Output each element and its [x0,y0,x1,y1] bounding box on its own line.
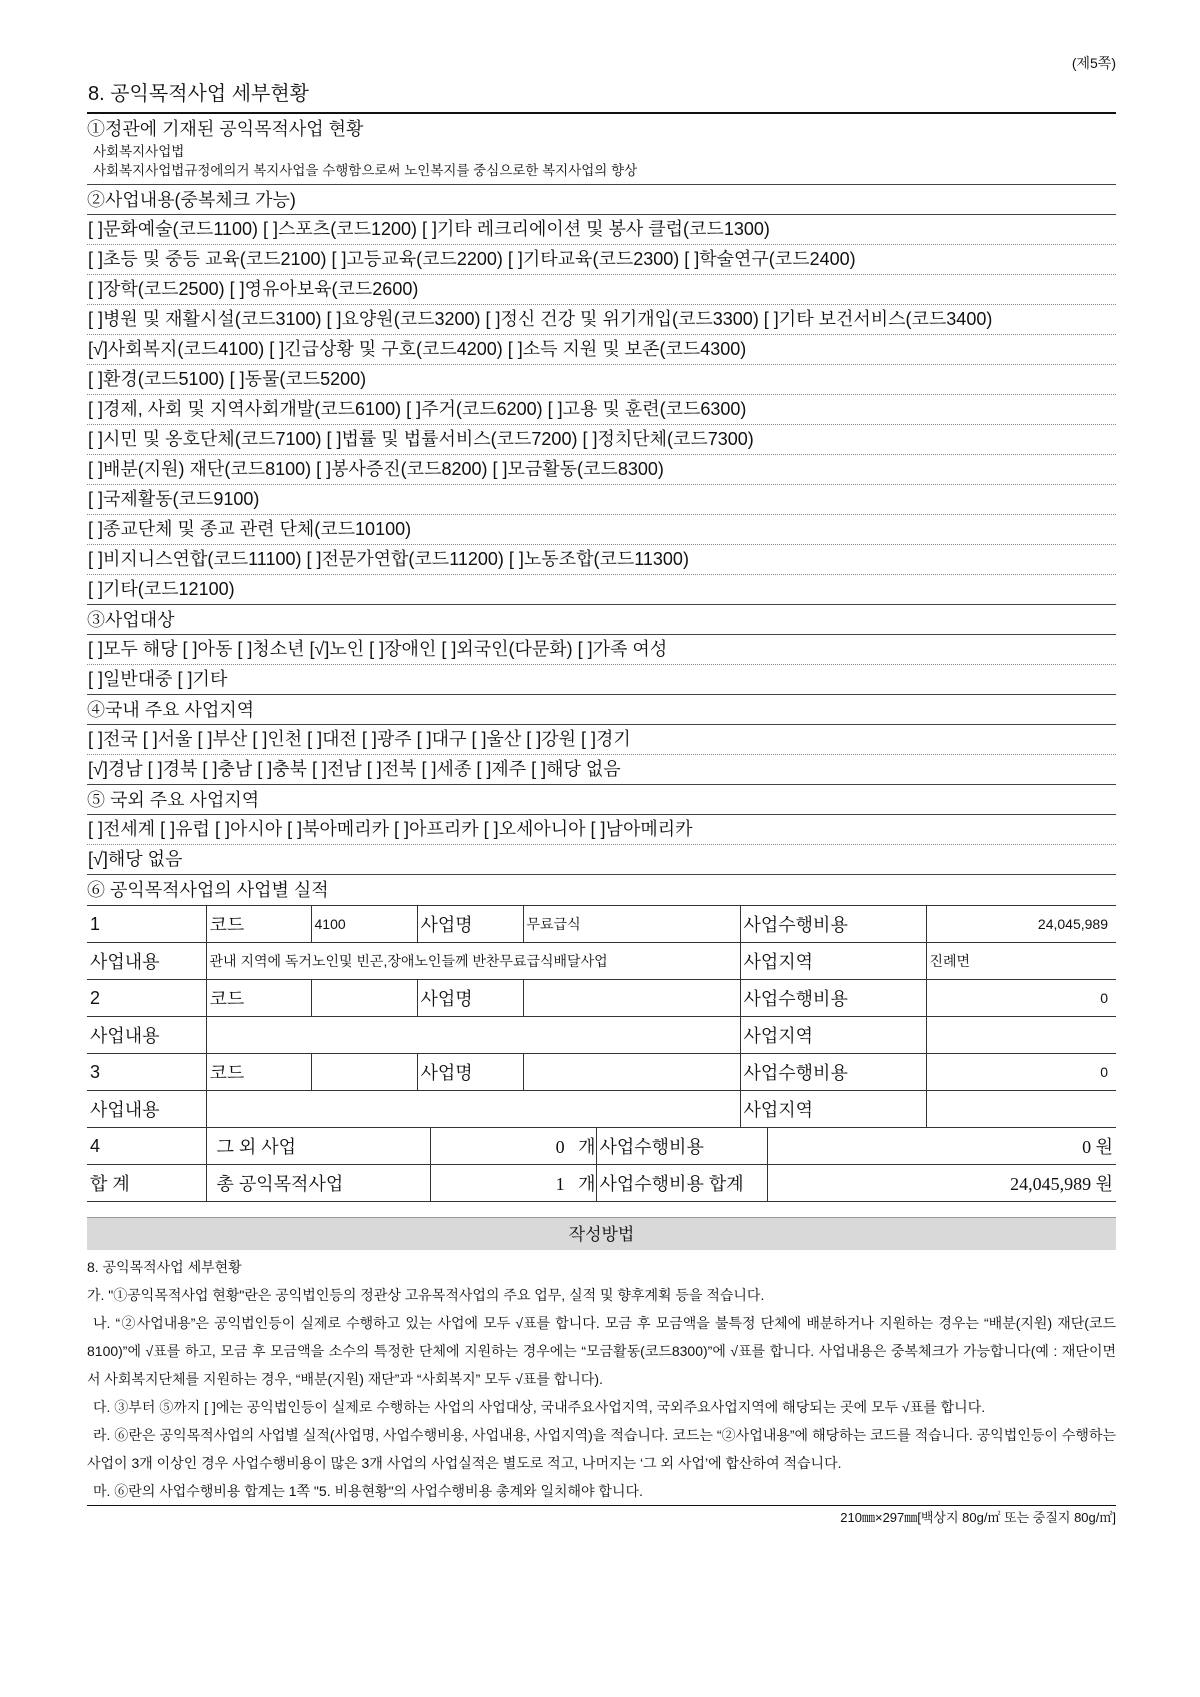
checkbox-row: [ ]시민 및 옹호단체(코드7100) [ ]법률 및 법률서비스(코드7200) [ ]정치단체(코드7300) [87,425,1116,455]
project-row [87,906,1116,943]
content-label: 사업내용 [87,1017,206,1054]
checkbox-row: [√]사회복지(코드4100) [ ]긴급상황 및 구호(코드4200) [ ]소득 지원 및 보존(코드4300) [87,335,1116,365]
content-label: 사업내용 [87,1091,206,1128]
name-label: 사업명 [417,980,523,1017]
domestic-region-heading: ④국내 주요 사업지역 [87,695,1116,725]
cost-label: 사업수행비용 [740,1054,926,1091]
other-label: 그 외 사업 [206,1128,430,1165]
checkbox-row: [ ]환경(코드5100) [ ]동물(코드5200) [87,365,1116,395]
checkbox-row: [ ]배분(지원) 재단(코드8100) [ ]봉사증진(코드8200) [ ]모금활동(코드8300) [87,455,1116,485]
code-label: 코드 [206,1054,311,1091]
checkbox-row: [ ]기타(코드12100) [87,575,1116,605]
name-value: 무료급식 [523,906,740,943]
content-value [206,1091,740,1128]
page-number: (제5쪽) [1071,55,1116,71]
instruction-item: 다. ③부터 ⑤까지 [ ]에는 공익법인등이 실제로 수행하는 사업의 사업대상, 국내주요사업지역, 국외주요사업지역에 해당되는 곳에 모두 √표를 합니다. [93,1399,986,1415]
code-value [311,1054,417,1091]
name-label: 사업명 [417,1054,523,1091]
articles-line: 사회복지사업법규정에의거 복지사업을 수행함으로써 노인복지를 중심으로한 복지사업의 향상 [93,163,638,178]
project-detail-row [87,1091,1116,1128]
target-section [87,605,1116,695]
other-cost: 0 [1082,1137,1092,1157]
project-row [87,1054,1116,1091]
checkbox-row: [ ]초등 및 중등 교육(코드2100) [ ]고등교육(코드2200) [ ]기타교육(코드2300) [ ]학술연구(코드2400) [87,245,1116,275]
checkbox-row: [ ]일반대중 [ ]기타 [87,665,1116,695]
other-count: 0 [555,1137,565,1157]
code-label: 코드 [206,980,311,1017]
total-cost-unit: 원 [1095,1174,1113,1194]
checkbox-row: [ ]전세계 [ ]유럽 [ ]아시아 [ ]북아메리카 [ ]아프리카 [ ]오세아니아 [ ]남아메리카 [87,815,1116,845]
code-value [311,980,417,1017]
checkbox-row: [√]해당 없음 [87,845,1116,875]
overseas-region-heading: ⑤ 국외 주요 사업지역 [87,785,1116,815]
region-label: 사업지역 [740,1017,926,1054]
form-page [87,52,1116,1530]
total-row [87,1165,1116,1202]
performance-section [87,875,1116,1202]
articles-line: 사회복지사업법 [93,144,185,159]
checkbox-row: [ ]문화예술(코드1100) [ ]스포츠(코드1200) [ ]기타 레크리에이션 및 봉사 클럽(코드1300) [87,215,1116,245]
region-value [926,1017,1116,1054]
instructions-body [87,1250,1116,1506]
total-desc: 총 공익목적사업 [206,1165,430,1202]
project-number: 3 [87,1054,206,1091]
target-heading: ③사업대상 [87,605,1116,635]
project-number: 1 [87,906,206,943]
business-content-heading: ②사업내용(중복체크 가능) [87,185,1116,215]
other-cost-unit: 원 [1095,1137,1113,1157]
checkbox-row: [ ]병원 및 재활시설(코드3100) [ ]요양원(코드3200) [ ]정신 건강 및 위기개입(코드3300) [ ]기타 보건서비스(코드3400) [87,305,1116,335]
name-value [523,980,740,1017]
region-value [926,1091,1116,1128]
content-label: 사업내용 [87,943,206,980]
performance-heading: ⑥ 공익목적사업의 사업별 실적 [87,880,329,900]
project-detail-row [87,1017,1116,1054]
cost-value: 0 [926,980,1116,1017]
checkbox-row: [ ]전국 [ ]서울 [ ]부산 [ ]인천 [ ]대전 [ ]광주 [ ]대구 [ ]울산 [ ]강원 [ ]경기 [87,725,1116,755]
checkbox-row: [ ]모두 해당 [ ]아동 [ ]청소년 [√]노인 [ ]장애인 [ ]외국인(다문화) [ ]가족 여성 [87,635,1116,665]
total-cost-label: 사업수행비용 합계 [596,1165,767,1202]
checkbox-row: [ ]국제활동(코드9100) [87,485,1116,515]
overseas-region-section [87,785,1116,875]
business-content-section [87,185,1116,605]
total-count: 1 [555,1174,565,1194]
checkbox-row: [ ]비지니스연합(코드11100) [ ]전문가연합(코드11200) [ ]노동조합(코드11300) [87,545,1116,575]
other-cost-label: 사업수행비용 [596,1128,767,1165]
other-number: 4 [87,1128,206,1165]
checkbox-row: [ ]경제, 사회 및 지역사회개발(코드6100) [ ]주거(코드6200) [ ]고용 및 훈련(코드6300) [87,395,1116,425]
instructions-heading: 작성방법 [87,1217,1116,1250]
checkbox-row: [ ]장학(코드2500) [ ]영유아보육(코드2600) [87,275,1116,305]
performance-summary-table [87,1127,1116,1202]
instructions-title: 8. 공익목적사업 세부현황 [87,1259,242,1275]
instruction-item: 나. “②사업내용”은 공익법인등이 실제로 수행하고 있는 사업에 모두 √표를 합니다. 모금 후 모금액을 불특정 단체에 배분하거나 지원하는 경우는 “배분(지원) 재단(코드8100)”에 √표를 하고, 모금 후 모금액을 소수의 특정한 단체에 지원하는 경우에는 “모금활동(코드8300)”에 √표를 합니다. 사업내용은 중복체크가 가능합니다(예 : 재단이면서 사회복지단체를 지원하는 경우, “배분(지원) 재단”과 “사회복지” 모두 √표를 합니다). [87,1315,1116,1387]
project-number: 2 [87,980,206,1017]
project-row [87,980,1116,1017]
code-value: 4100 [311,906,417,943]
articles-heading: ①정관에 기재된 공익목적사업 현황 [87,119,364,139]
instruction-item: 가. "①공익목적사업 현황"란은 공익법인등의 정관상 고유목적사업의 주요 업무, 실적 및 향후계획 등을 적습니다. [87,1287,765,1303]
name-value [523,1054,740,1091]
checkbox-row: [ ]종교단체 및 종교 관련 단체(코드10100) [87,515,1116,545]
instruction-item: 마. ⑥란의 사업수행비용 합계는 1쪽 "5. 비용현황"의 사업수행비용 총계와 일치해야 합니다. [93,1483,643,1499]
region-label: 사업지역 [740,943,926,980]
total-cost: 24,045,989 [1010,1174,1092,1194]
content-value [206,1017,740,1054]
cost-value: 0 [926,1054,1116,1091]
other-count-unit: 개 [578,1137,596,1157]
other-cost-cell [767,1128,1116,1165]
code-label: 코드 [206,906,311,943]
total-count-cell [430,1165,596,1202]
paper-spec-footer: 210㎜×297㎜[백상지 80g/㎡ 또는 중질지 80g/㎡] [840,1510,1116,1525]
form-title: 8. 공익목적사업 세부현황 [87,74,1116,114]
content-value: 관내 지역에 독거노인및 빈곤,장애노인들께 반찬무료급식배달사업 [206,943,740,980]
cost-label: 사업수행비용 [740,980,926,1017]
checkbox-row: [√]경남 [ ]경북 [ ]충남 [ ]충북 [ ]전남 [ ]전북 [ ]세종 [ ]제주 [ ]해당 없음 [87,755,1116,785]
domestic-region-section [87,695,1116,785]
performance-table [87,905,1116,1128]
region-label: 사업지역 [740,1091,926,1128]
other-count-cell [430,1128,596,1165]
name-label: 사업명 [417,906,523,943]
other-projects-row [87,1128,1116,1165]
project-detail-row [87,943,1116,980]
total-label: 합 계 [87,1165,206,1202]
articles-section [87,114,1116,185]
total-cost-cell [767,1165,1116,1202]
region-value: 진례면 [926,943,1116,980]
cost-value: 24,045,989 [926,906,1116,943]
cost-label: 사업수행비용 [740,906,926,943]
total-count-unit: 개 [578,1174,596,1194]
instruction-item: 라. ⑥란은 공익목적사업의 사업별 실적(사업명, 사업수행비용, 사업내용, 사업지역)을 적습니다. 코드는 “②사업내용”에 해당하는 코드를 적습니다. 공익법인등이 수행하는 사업이 3개 이상인 경우 사업수행비용이 많은 3개 사업의 사업실적은 별도로 적고, 나머지는 ‘그 외 사업’에 합산하여 적습니다. [87,1427,1116,1471]
